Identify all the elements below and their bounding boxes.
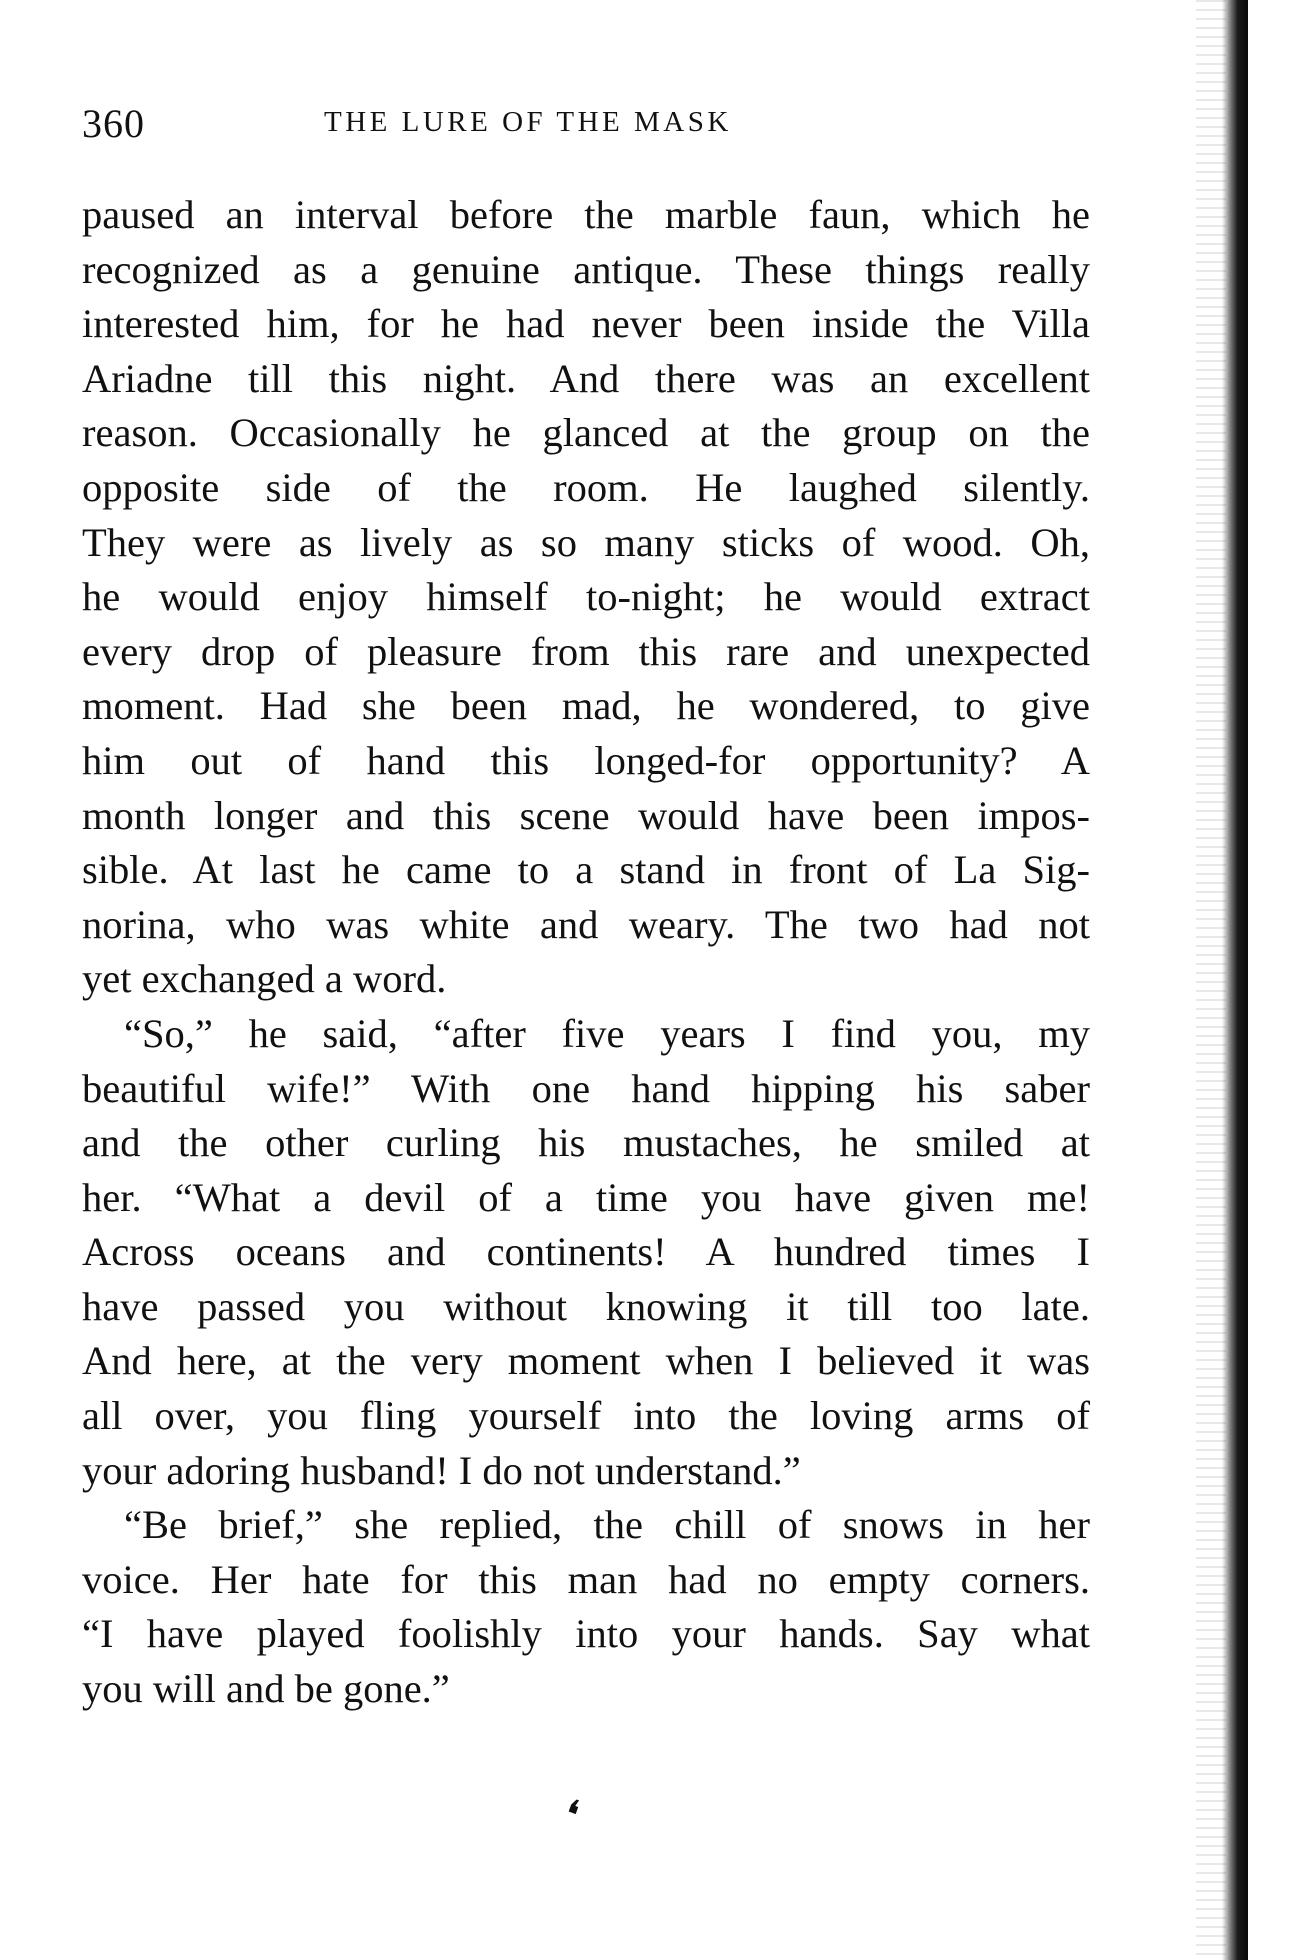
running-title: THE LURE OF THE MASK — [324, 106, 732, 138]
text-line: you will and be gone.” — [82, 1666, 450, 1712]
text-line: “I have played foolishly into your hands. Say what — [82, 1611, 1090, 1657]
text-line: Ariadne till this night. And there was an excellent — [82, 355, 1090, 401]
text-line: moment. Had she been mad, he wondered, to give — [82, 683, 1090, 729]
text-line: “So,” he said, “after five years I find you, my — [124, 1010, 1090, 1056]
paragraph-2 — [82, 1007, 1090, 1498]
page-margin — [1248, 0, 1304, 1960]
text-line: and the other curling his mustaches, he smiled at — [82, 1120, 1090, 1166]
text-line: And here, at the very moment when I believed it was — [82, 1338, 1090, 1384]
text-line: he would enjoy himself to-night; he would extract — [82, 574, 1090, 620]
text-line: month longer and this scene would have been impos- — [82, 792, 1090, 838]
text-line: recognized as a genuine antique. These things really — [82, 246, 1090, 292]
text-line: sible. At last he came to a stand in front of La Sig- — [82, 847, 1090, 893]
text-line: have passed you without knowing it till too late. — [82, 1283, 1090, 1329]
text-line: paused an interval before the marble faun, which he — [82, 192, 1090, 237]
text-line: voice. Her hate for this man had no empty corners. — [82, 1556, 1090, 1602]
text-line: your adoring husband! I do not understand.” — [82, 1447, 801, 1493]
text-line: beautiful wife!” With one hand hipping his saber — [82, 1065, 1090, 1111]
body-text — [82, 188, 1090, 1717]
running-head — [82, 100, 1082, 150]
text-line: him out of hand this longed-for opportunity? A — [82, 737, 1090, 783]
paragraph-1 — [82, 188, 1090, 1007]
text-line: reason. Occasionally he glanced at the group on the — [82, 410, 1090, 456]
text-line: They were as lively as so many sticks of wood. Oh, — [82, 519, 1090, 565]
text-line: norina, who was white and weary. The two had not — [82, 901, 1090, 947]
text-line: interested him, for he had never been inside the Villa — [82, 301, 1090, 347]
text-line: Across oceans and continents! A hundred times I — [82, 1229, 1090, 1275]
text-line: her. “What a devil of a time you have given me! — [82, 1174, 1090, 1220]
ornament-mark: ❛ — [556, 1792, 585, 1840]
page-edge-shadow — [1222, 0, 1248, 1960]
page-number: 360 — [82, 101, 145, 146]
text-line: opposite side of the room. He laughed silently. — [82, 464, 1090, 510]
text-line: “Be brief,” she replied, the chill of snows in her — [124, 1502, 1090, 1548]
paragraph-3 — [82, 1498, 1090, 1716]
text-line: yet exchanged a word. — [82, 956, 447, 1002]
text-line: every drop of pleasure from this rare and unexpected — [82, 628, 1090, 674]
text-line: all over, you fling yourself into the loving arms of — [82, 1393, 1090, 1439]
